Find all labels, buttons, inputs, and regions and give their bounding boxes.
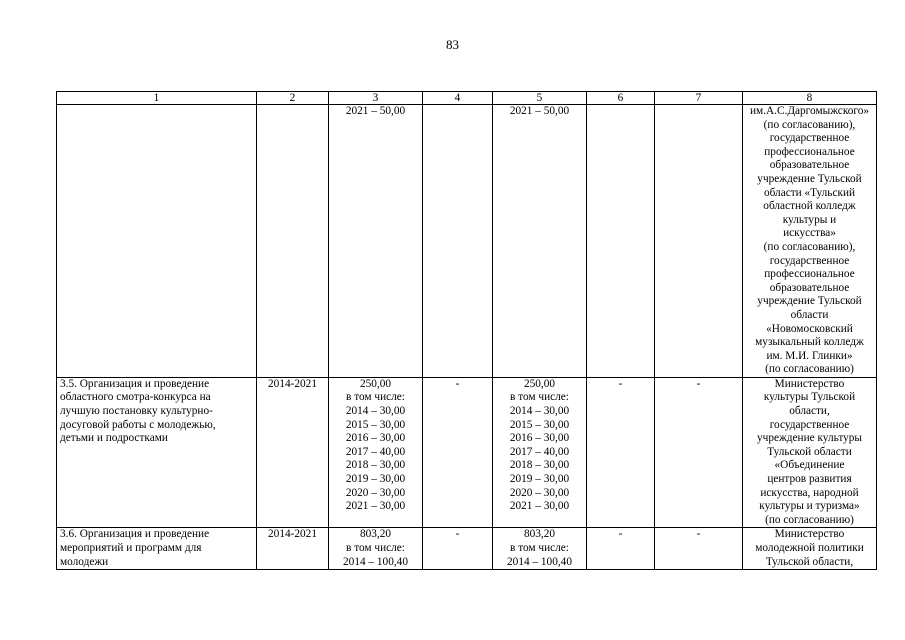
cell-line: образовательное [769, 281, 850, 294]
cell-line: культуры Тульской [763, 391, 856, 404]
column-header-4: 4 [423, 92, 493, 105]
cell-regional-funding [493, 377, 587, 528]
cell-line: Тульской области, [765, 555, 854, 568]
column-header-5: 5 [493, 92, 587, 105]
table-row [57, 377, 877, 528]
column-header-8: 8 [743, 92, 877, 105]
cell-line: 803,20 [359, 528, 392, 541]
cell-line: 2021 – 50,00 [345, 105, 406, 117]
cell-regional-funding [493, 105, 587, 378]
cell-line: им. М.И. Глинки» [766, 349, 853, 362]
cell-value: - [696, 528, 701, 541]
cell-federal-funding [423, 377, 493, 528]
table-row [57, 528, 877, 570]
page-number: 83 [446, 37, 459, 52]
cell-line: (по согласованию) [765, 363, 854, 376]
cell-executors [743, 528, 877, 570]
cell-line: «Новомосковский [766, 322, 853, 335]
cell-line: детьми и подростками [60, 432, 168, 445]
cell-line: области [790, 308, 829, 321]
cell-line: 250,00 [359, 377, 392, 390]
cell-line: профессиональное [764, 145, 855, 158]
cell-line: в том числе: [510, 391, 569, 404]
cell-value: 2014-2021 [268, 377, 317, 390]
cell-line: досуговой работы с молодежью, [60, 418, 216, 431]
cell-line: 2019 – 30,00 [345, 473, 406, 486]
cell-line: областной колледж [763, 200, 856, 213]
cell-line: 2015 – 30,00 [509, 418, 570, 431]
cell-line: учреждение Тульской [757, 295, 862, 308]
cell-line: 2015 – 30,00 [345, 418, 406, 431]
cell-line: 803,20 [523, 528, 556, 541]
cell-line: 2016 – 30,00 [509, 432, 570, 445]
cell-line: в том числе: [510, 542, 569, 554]
cell-line: 250,00 [523, 377, 556, 390]
cell-total-funding [329, 377, 423, 528]
cell-line: им.А.С.Даргомыжского» [749, 105, 870, 117]
cell-line: 3.6. Организация и проведение [60, 528, 210, 541]
cell-line: государственное [769, 418, 850, 431]
cell-line: Министерство [774, 528, 845, 541]
cell-line: 2014 – 30,00 [509, 405, 570, 418]
cell-line: культуры и [782, 213, 837, 226]
cell-line: в том числе: [346, 542, 405, 554]
cell-line: 2021 – 30,00 [509, 500, 570, 513]
cell-line: 2020 – 30,00 [345, 486, 406, 499]
cell-total-funding [329, 528, 423, 570]
cell-line: центров развития [767, 473, 852, 486]
cell-line: искусства, народной [760, 486, 859, 499]
cell-line: «Объединение [774, 459, 845, 472]
cell-other-funding [655, 528, 743, 570]
cell-executors [743, 105, 877, 378]
cell-line: 2017 – 40,00 [509, 445, 570, 458]
cell-value: - [618, 377, 623, 390]
cell-line: профессиональное [764, 268, 855, 281]
cell-line: (по согласованию), [763, 240, 856, 253]
cell-local-funding [587, 377, 655, 528]
column-header-2: 2 [257, 92, 329, 105]
cell-line: 2016 – 30,00 [345, 432, 406, 445]
cell-activity [57, 528, 257, 570]
cell-federal-funding [423, 528, 493, 570]
cell-value: - [455, 377, 460, 390]
cell-line: Тульской области [767, 445, 852, 458]
cell-line: мероприятий и программ для [60, 542, 202, 554]
plan-table [56, 91, 877, 570]
cell-period [257, 377, 329, 528]
cell-other-funding [655, 105, 743, 378]
table-body [57, 105, 877, 570]
cell-line: области «Тульский [763, 186, 856, 199]
cell-line: 2019 – 30,00 [509, 473, 570, 486]
cell-regional-funding [493, 528, 587, 570]
cell-line: образовательное [769, 159, 850, 172]
cell-line: 2021 – 50,00 [509, 105, 570, 117]
cell-local-funding [587, 528, 655, 570]
cell-line: лучшую постановку культурно- [60, 405, 213, 418]
table-row [57, 105, 877, 378]
cell-line: государственное [769, 254, 850, 267]
cell-line: Министерство [774, 377, 845, 390]
cell-line: учреждение Тульской [757, 172, 862, 185]
cell-line: области, [789, 405, 830, 418]
cell-line: учреждение культуры [756, 432, 862, 445]
cell-line: 2018 – 30,00 [345, 459, 406, 472]
cell-line: в том числе: [346, 391, 405, 404]
column-header-7: 7 [655, 92, 743, 105]
cell-line: (по согласованию) [765, 513, 854, 526]
column-header-6: 6 [587, 92, 655, 105]
cell-value: - [455, 528, 460, 541]
cell-value: 2014-2021 [268, 528, 317, 541]
cell-local-funding [587, 105, 655, 378]
cell-total-funding [329, 105, 423, 378]
cell-line: областного смотра-конкурса на [60, 391, 211, 404]
header-row [57, 92, 877, 105]
cell-activity [57, 105, 257, 378]
cell-line: 3.5. Организация и проведение [60, 377, 210, 390]
cell-executors [743, 377, 877, 528]
cell-line: музыкальный колледж [755, 336, 864, 349]
cell-line: 2014 – 30,00 [345, 405, 406, 418]
column-header-3: 3 [329, 92, 423, 105]
cell-line: культуры и туризма» [759, 500, 860, 513]
cell-federal-funding [423, 105, 493, 378]
cell-line: молодежной политики [755, 542, 864, 554]
cell-line: (по согласованию), [763, 118, 856, 131]
cell-value: - [618, 528, 623, 541]
cell-line: государственное [769, 132, 850, 145]
cell-period [257, 105, 329, 378]
cell-line: 2014 – 100,40 [507, 555, 572, 568]
cell-activity [57, 377, 257, 528]
cell-line: 2021 – 30,00 [345, 500, 406, 513]
column-header-1: 1 [57, 92, 257, 105]
cell-other-funding [655, 377, 743, 528]
cell-line: искусства» [783, 227, 836, 240]
cell-value: - [696, 377, 701, 390]
cell-line: 2018 – 30,00 [509, 459, 570, 472]
cell-line: молодежи [60, 555, 109, 568]
cell-line: 2020 – 30,00 [509, 486, 570, 499]
cell-period [257, 528, 329, 570]
cell-line: 2014 – 100,40 [343, 555, 408, 568]
cell-line: 2017 – 40,00 [345, 445, 406, 458]
